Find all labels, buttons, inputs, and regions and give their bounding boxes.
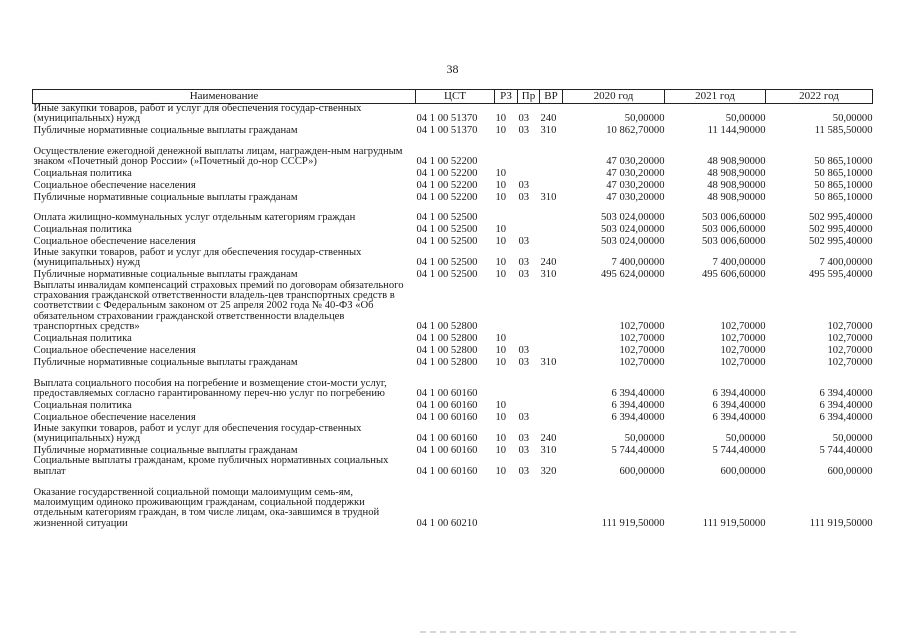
row-2022: 102,70000 (827, 333, 873, 345)
row-pr (518, 137, 540, 168)
row-2021: 50,00000 (725, 433, 766, 445)
row-vr (540, 224, 563, 236)
row-rz: 10 (495, 113, 507, 125)
row-2020: 7 400,00000 (611, 257, 665, 269)
row-rz: 10 (495, 125, 507, 137)
row-2022: 6 394,40000 (819, 400, 873, 412)
row-2021: 495 606,60000 (701, 269, 766, 281)
row-2022: 50,00000 (832, 113, 873, 125)
row-rz: 10 (495, 192, 507, 204)
row-vr: 320 (540, 465, 557, 477)
row-2020: 102,70000 (619, 333, 665, 345)
row-2020: 503 024,00000 (600, 224, 665, 236)
row-2022: 102,70000 (827, 357, 873, 369)
row-rz (495, 137, 518, 168)
row-2021: 102,70000 (720, 321, 766, 333)
row-pr (518, 168, 540, 180)
row-vr (540, 281, 563, 333)
row-code: 04 1 00 60160 (416, 465, 478, 477)
header-vr: ВР (540, 90, 563, 104)
row-vr (540, 333, 563, 345)
table-row (33, 400, 873, 412)
row-rz: 10 (495, 168, 507, 180)
row-pr: 03 (518, 465, 530, 477)
row-vr (540, 180, 563, 192)
row-code: 04 1 00 52500 (416, 269, 478, 281)
header-2022: 2022 год (766, 90, 873, 104)
row-pr: 03 (518, 412, 530, 424)
row-rz: 10 (495, 465, 507, 477)
header-code: ЦСТ (416, 90, 495, 104)
row-rz (495, 369, 518, 400)
row-name: Социальное обеспечение населения (33, 345, 196, 357)
table-row (33, 248, 873, 269)
table-row (33, 236, 873, 248)
row-2022: 502 995,40000 (808, 224, 873, 236)
row-name: Социальное обеспечение населения (33, 236, 196, 248)
row-2021: 48 908,90000 (707, 180, 766, 192)
row-rz: 10 (495, 180, 507, 192)
row-name: Осуществление ежегодной денежной выплаты лицам, награжден-ным нагрудным знаком «Почетный донор России» (»Почетный до-нор СССР») (33, 146, 403, 168)
budget-table (32, 89, 873, 529)
row-vr (540, 412, 563, 424)
row-pr (518, 333, 540, 345)
row-code: 04 1 00 52200 (416, 192, 478, 204)
row-rz (495, 477, 518, 529)
row-2021: 102,70000 (720, 345, 766, 357)
table-row (33, 192, 873, 204)
row-2022: 50 865,10000 (814, 192, 873, 204)
row-2021: 503 006,60000 (701, 236, 766, 248)
table-row (33, 424, 873, 445)
row-2021: 102,70000 (720, 333, 766, 345)
table-row (33, 456, 873, 477)
row-code: 04 1 00 51370 (416, 125, 478, 137)
row-pr: 03 (518, 192, 530, 204)
row-2022: 50,00000 (832, 433, 873, 445)
row-vr (540, 400, 563, 412)
row-code: 04 1 00 52500 (416, 224, 478, 236)
row-rz: 10 (495, 345, 507, 357)
row-pr: 03 (518, 113, 530, 125)
table-row (33, 345, 873, 357)
row-name: Выплата социального пособия на погребение и возмещение стои-мости услуг, предоставляемых согласно гарантированному переч-ню услуг по погребению (33, 377, 387, 400)
row-name: Иные закупки товаров, работ и услуг для обеспечения государ-ственных (муниципальных) нужд (33, 103, 362, 125)
row-2022: 7 400,00000 (819, 257, 873, 269)
row-rz: 10 (495, 224, 507, 236)
row-rz: 10 (495, 257, 507, 269)
row-vr: 240 (540, 113, 557, 125)
row-2022: 102,70000 (827, 321, 873, 333)
row-2020: 47 030,20000 (606, 180, 665, 192)
row-2021: 7 400,00000 (712, 257, 766, 269)
row-code: 04 1 00 51370 (416, 113, 478, 125)
table-row (33, 477, 873, 529)
header-2021: 2021 год (665, 90, 766, 104)
row-name: Публичные нормативные социальные выплаты гражданам (33, 192, 298, 204)
row-2020: 102,70000 (619, 345, 665, 357)
row-name: Оплата жилищно-коммунальных услуг отдельным категориям граждан (33, 212, 356, 224)
row-code: 04 1 00 52800 (416, 345, 478, 357)
row-2020: 102,70000 (619, 357, 665, 369)
table-row (33, 168, 873, 180)
row-pr: 03 (518, 357, 530, 369)
row-rz: 10 (495, 412, 507, 424)
row-2022: 50 865,10000 (814, 180, 873, 192)
row-rz: 10 (495, 269, 507, 281)
row-2020: 50,00000 (624, 113, 665, 125)
row-name: Публичные нормативные социальные выплаты гражданам (33, 357, 298, 369)
row-name: Социальная политика (33, 224, 132, 236)
row-vr: 310 (540, 445, 557, 457)
row-code: 04 1 00 60160 (416, 433, 478, 445)
row-vr (540, 204, 563, 224)
row-vr: 240 (540, 257, 557, 269)
row-name: Выплаты инвалидам компенсаций страховых премий по договорам обязательного страхования гражданской ответственности владель-цев транспортных средств в соответствии с Федеральным законом от 25 апреля 2002 года № 40-ФЗ «Об обязательном страховании гражданской ответственности владельцев транспортных средств» (33, 279, 404, 333)
row-name: Публичные нормативные социальные выплаты гражданам (33, 445, 298, 457)
row-2020: 495 624,00000 (600, 269, 665, 281)
row-rz (495, 281, 518, 333)
row-2020: 47 030,20000 (606, 168, 665, 180)
row-pr: 03 (518, 236, 530, 248)
row-code: 04 1 00 52500 (416, 257, 478, 269)
row-rz: 10 (495, 357, 507, 369)
row-pr (518, 281, 540, 333)
table-row (33, 180, 873, 192)
row-vr: 310 (540, 357, 557, 369)
row-vr: 310 (540, 192, 557, 204)
row-pr: 03 (518, 180, 530, 192)
row-pr (518, 224, 540, 236)
table-row (33, 269, 873, 281)
row-name: Социальная политика (33, 400, 132, 412)
row-pr: 03 (518, 445, 530, 457)
row-pr: 03 (518, 257, 530, 269)
row-vr: 240 (540, 433, 557, 445)
row-pr (518, 369, 540, 400)
row-pr: 03 (518, 269, 530, 281)
row-name: Иные закупки товаров, работ и услуг для обеспечения государ-ственных (муниципальных) нужд (33, 422, 362, 445)
row-2022: 6 394,40000 (819, 412, 873, 424)
row-vr (540, 345, 563, 357)
row-2022: 502 995,40000 (808, 236, 873, 248)
row-2020: 10 862,70000 (606, 125, 665, 137)
header-pr: Пр (518, 90, 540, 104)
row-2020: 600,00000 (619, 465, 665, 477)
row-code: 04 1 00 60160 (416, 388, 478, 400)
table-row (33, 333, 873, 345)
row-code: 04 1 00 52500 (416, 212, 478, 224)
table-row (33, 369, 873, 400)
row-vr (540, 168, 563, 180)
row-2021: 503 006,60000 (701, 224, 766, 236)
row-2022: 111 919,50000 (809, 517, 873, 529)
row-code: 04 1 00 60210 (416, 517, 478, 529)
row-vr (540, 137, 563, 168)
row-2022: 6 394,40000 (819, 388, 873, 400)
row-code: 04 1 00 52800 (416, 357, 478, 369)
row-vr (540, 369, 563, 400)
row-name: Социальное обеспечение населения (33, 412, 196, 424)
row-2020: 50,00000 (624, 433, 665, 445)
row-code: 04 1 00 52500 (416, 236, 478, 248)
row-code: 04 1 00 52800 (416, 321, 478, 333)
row-2021: 600,00000 (720, 465, 766, 477)
row-2021: 50,00000 (725, 113, 766, 125)
row-2020: 47 030,20000 (606, 192, 665, 204)
scan-artifact (420, 631, 800, 633)
row-code: 04 1 00 52800 (416, 333, 478, 345)
table-row (33, 104, 873, 125)
page-number: 38 (446, 62, 459, 76)
table-row (33, 125, 873, 137)
row-rz (495, 204, 518, 224)
row-2021: 6 394,40000 (712, 400, 766, 412)
row-2021: 48 908,90000 (707, 168, 766, 180)
row-2022: 600,00000 (827, 465, 873, 477)
table-row (33, 412, 873, 424)
header-name: Наименование (33, 90, 416, 104)
row-name: Оказание государственной социальной помощи малоимущим семь-ям, малоимущим одиноко проживающим гражданам, социальной поддержки отдельным категориям граждан, в том числе лицам, ока-завшимся в трудной жизненной ситуации (33, 486, 380, 529)
row-2022: 50 865,10000 (814, 156, 873, 168)
header-2020: 2020 год (563, 90, 665, 104)
row-2020: 47 030,20000 (606, 156, 665, 168)
row-pr (518, 204, 540, 224)
row-name: Социальное обеспечение населения (33, 180, 196, 192)
row-pr (518, 400, 540, 412)
row-pr: 03 (518, 125, 530, 137)
row-name: Публичные нормативные социальные выплаты гражданам (33, 269, 298, 281)
row-2020: 111 919,50000 (601, 517, 665, 529)
row-name: Социальные выплаты гражданам, кроме публичных нормативных социальных выплат (33, 455, 389, 477)
row-2021: 6 394,40000 (712, 412, 766, 424)
row-2022: 11 585,50000 (814, 125, 873, 137)
row-2020: 503 024,00000 (600, 236, 665, 248)
row-2022: 50 865,10000 (814, 168, 873, 180)
row-pr: 03 (518, 345, 530, 357)
row-2020: 6 394,40000 (611, 400, 665, 412)
row-2022: 5 744,40000 (819, 445, 873, 457)
table-row (33, 204, 873, 224)
row-name: Социальная политика (33, 333, 132, 345)
table-row (33, 281, 873, 333)
row-code: 04 1 00 60160 (416, 400, 478, 412)
row-pr (518, 477, 540, 529)
row-2021: 5 744,40000 (712, 445, 766, 457)
row-rz: 10 (495, 333, 507, 345)
row-code: 04 1 00 60160 (416, 412, 478, 424)
row-2021: 6 394,40000 (712, 388, 766, 400)
row-2021: 102,70000 (720, 357, 766, 369)
row-vr (540, 477, 563, 529)
row-rz: 10 (495, 236, 507, 248)
row-code: 04 1 00 52200 (416, 180, 478, 192)
row-code: 04 1 00 60160 (416, 445, 478, 457)
row-2022: 495 595,40000 (808, 269, 873, 281)
table-row (33, 137, 873, 168)
row-vr: 310 (540, 269, 557, 281)
row-rz: 10 (495, 400, 507, 412)
row-code: 04 1 00 52200 (416, 168, 478, 180)
row-rz: 10 (495, 433, 507, 445)
row-vr: 310 (540, 125, 557, 137)
table-row (33, 224, 873, 236)
row-2021: 48 908,90000 (707, 192, 766, 204)
header-row (33, 90, 873, 104)
row-2020: 6 394,40000 (611, 388, 665, 400)
row-2020: 5 744,40000 (611, 445, 665, 457)
row-2021: 48 908,90000 (707, 156, 766, 168)
row-vr (540, 236, 563, 248)
row-2020: 102,70000 (619, 321, 665, 333)
row-rz: 10 (495, 445, 507, 457)
row-pr: 03 (518, 433, 530, 445)
table-row (33, 357, 873, 369)
row-name: Социальная политика (33, 168, 132, 180)
row-2021: 503 006,60000 (701, 212, 766, 224)
row-2022: 102,70000 (827, 345, 873, 357)
row-2022: 502 995,40000 (808, 212, 873, 224)
row-code: 04 1 00 52200 (416, 156, 478, 168)
row-name: Иные закупки товаров, работ и услуг для обеспечения государ-ственных (муниципальных) нужд (33, 246, 362, 269)
row-2021: 11 144,90000 (707, 125, 766, 137)
row-2020: 6 394,40000 (611, 412, 665, 424)
row-2021: 111 919,50000 (702, 517, 766, 529)
header-rz: РЗ (495, 90, 518, 104)
row-2020: 503 024,00000 (600, 212, 665, 224)
row-name: Публичные нормативные социальные выплаты гражданам (33, 125, 298, 137)
